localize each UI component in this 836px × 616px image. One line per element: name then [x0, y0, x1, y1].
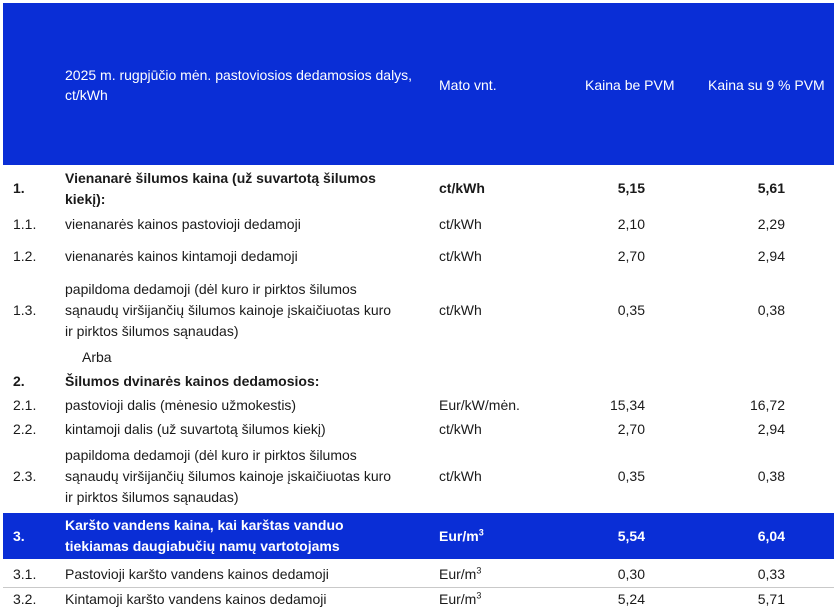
row-number: 2.3. — [13, 468, 37, 484]
row-name: papildoma dedamoji (dėl kuro ir pirktos šilumos sąnaudų viršijančių šilumos kainoje įskaičiuotas kuro ir pirktos šilumos sąnaudas) — [65, 447, 392, 505]
row-unit: ct/kWh — [439, 180, 485, 196]
row-price-with-vat: 2,94 — [757, 248, 785, 264]
row-price-without-vat: 2,70 — [617, 248, 645, 264]
row-name: Kintamoji karšto vandens kainos dedamoji — [65, 591, 327, 607]
row-unit: Eur/kW/mėn. — [439, 397, 520, 413]
row-unit: ct/kWh — [439, 302, 482, 318]
header-title: 2025 m. rugpjūčio mėn. pastoviosios dedamosios dalys, ct/kWh — [65, 67, 413, 103]
row-number: 1.1. — [13, 216, 37, 232]
table-row-2-3 — [3, 445, 834, 509]
row-price-with-vat: 2,94 — [757, 421, 785, 437]
header-unit: Mato vnt. — [439, 77, 497, 93]
row-number: 2.2. — [13, 421, 37, 437]
row-price-without-vat: 0,35 — [617, 302, 645, 318]
row-number: 1.3. — [13, 302, 37, 318]
row-price-without-vat: 5,24 — [617, 591, 645, 607]
table-row-2 — [3, 371, 834, 393]
row-unit — [439, 564, 481, 585]
unit-text: Eur/m — [439, 528, 479, 544]
unit-superscript: 3 — [476, 590, 482, 601]
unit-superscript: 3 — [476, 565, 482, 576]
unit-text: Eur/m — [439, 566, 477, 582]
row-name: Pastovioji karšto vandens kainos dedamoji — [65, 566, 329, 582]
row-name: Šilumos dvinarės kainos dedamosios: — [65, 373, 320, 389]
table-row-1-1 — [3, 214, 834, 236]
row-number: 1.2. — [13, 248, 37, 264]
row-unit — [439, 589, 481, 610]
unit-text: Eur/m — [439, 591, 477, 607]
row-unit — [439, 526, 484, 547]
row-unit: ct/kWh — [439, 421, 482, 437]
table-row-1 — [3, 168, 834, 208]
table-row-2-1 — [3, 395, 834, 417]
row-number: 1. — [13, 180, 25, 196]
row-unit: ct/kWh — [439, 216, 482, 232]
row-name: Arba — [82, 349, 112, 365]
header-price-without-vat: Kaina be PVM — [585, 77, 675, 93]
row-unit: ct/kWh — [439, 468, 482, 484]
row-number: 3.2. — [13, 591, 37, 607]
row-price-with-vat: 16,72 — [749, 397, 785, 413]
table-row-2-2 — [3, 419, 834, 441]
row-price-without-vat: 5,54 — [617, 528, 645, 544]
row-price-with-vat: 0,38 — [757, 302, 785, 318]
row-number: 3.1. — [13, 566, 37, 582]
row-name: pastovioji dalis (mėnesio užmokestis) — [65, 397, 297, 413]
table-row-3-1 — [3, 564, 834, 586]
table-row-3-2 — [3, 589, 834, 611]
row-number: 2. — [13, 373, 25, 389]
row-name: papildoma dedamoji (dėl kuro ir pirktos šilumos sąnaudų viršijančių šilumos kainoje įskaičiuotas kuro ir pirktos šilumos sąnaudas) — [65, 281, 392, 339]
row-price-with-vat: 5,61 — [757, 180, 785, 196]
row-price-without-vat: 0,35 — [617, 468, 645, 484]
row-price-with-vat: 5,71 — [757, 591, 785, 607]
row-divider — [3, 587, 834, 588]
row-price-without-vat: 2,70 — [617, 421, 645, 437]
row-price-with-vat: 6,04 — [757, 528, 785, 544]
row-price-without-vat: 0,30 — [617, 566, 645, 582]
row-number: 3. — [13, 528, 25, 544]
table-row-or — [3, 347, 834, 369]
unit-superscript: 3 — [478, 527, 484, 538]
row-name: vienanarės kainos kintamoji dedamoji — [65, 248, 298, 264]
row-price-without-vat: 2,10 — [617, 216, 645, 232]
row-price-with-vat: 0,38 — [757, 468, 785, 484]
header-price-with-vat: Kaina su 9 % PVM — [708, 77, 825, 93]
table-row-3 — [3, 513, 834, 559]
row-price-without-vat: 15,34 — [609, 397, 645, 413]
table-header — [3, 3, 834, 165]
row-name: Vienanarė šilumos kaina (už suvartotą šilumos kiekį): — [65, 170, 376, 207]
row-price-with-vat: 0,33 — [757, 566, 785, 582]
row-unit: ct/kWh — [439, 248, 482, 264]
table-row-1-2 — [3, 246, 834, 268]
table-row-1-3 — [3, 279, 834, 343]
row-name: vienanarės kainos pastovioji dedamoji — [65, 216, 301, 232]
row-name: Karšto vandens kaina, kai karštas vanduo tiekiamas daugiabučių namų vartotojams — [65, 517, 344, 554]
row-name: kintamoji dalis (už suvartotą šilumos kiekį) — [65, 421, 326, 437]
row-price-with-vat: 2,29 — [757, 216, 785, 232]
row-number: 2.1. — [13, 397, 37, 413]
row-price-without-vat: 5,15 — [617, 180, 645, 196]
